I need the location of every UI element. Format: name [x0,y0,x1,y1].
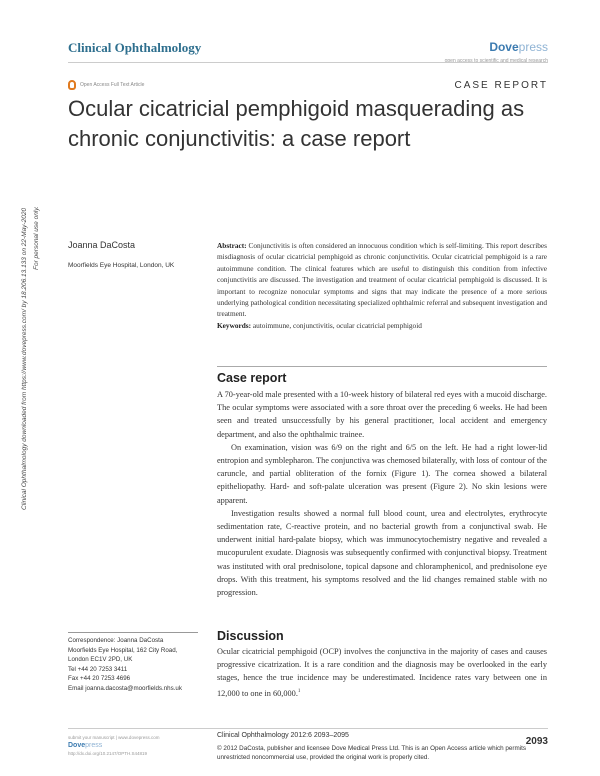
corr-line2: Moorfields Eye Hospital, 162 City Road, [68,646,178,654]
keywords-text: autoimmune, conjunctivitis, ocular cicatricial pemphigoid [251,320,422,330]
keywords-label: Keywords: [217,320,252,330]
corr-line3: London EC1V 2PD, UK [68,656,133,664]
journal-name: Clinical Ophthalmology [68,40,202,55]
side-download-note [10,160,44,510]
discussion-p1: Ocular cicatricial pemphigoid (OCP) involves the conjunctiva in the majority of cases and causes progressive cicatrization. It is a rare condition and the diagnosis may be overlooked in the early stages, hence the true incidence may be underestimated. Incidence rates vary between one in 12,000 to one in 60,000. [217,647,547,698]
footer-copyright: © 2012 DaCosta, publisher and licensee Dove Medical Press Ltd. This is an Open Access article which permits unrestricted noncommercial use, provided the original work is properly cited. [217,745,527,761]
case-report-body [217,388,547,599]
article-type: CASE REPORT [454,80,548,91]
corr-line5: Fax +44 20 7253 4696 [68,675,131,683]
footer-left [68,734,159,758]
abstract [217,240,547,331]
open-access-text: Open Access Full Text Article [80,82,145,88]
doi-link[interactable]: http://dx.doi.org/10.2147/OPTH.S44819 [68,751,148,756]
side-note-line1: Clinical Ophthalmology downloaded from https://www.dovepress.com/ by 18.206.13.133 on 22-May-2020 [21,207,28,510]
publisher-tagline: open access to scientific and medical research [444,58,548,64]
author-affiliation: Moorfields Eye Hospital, London, UK [68,262,175,269]
article-title: Ocular cicatricial pemphigoid masquerading as chronic conjunctivitis: a case report [68,96,525,151]
footer-dove-bold: Dove [68,742,86,749]
header-divider [68,62,548,63]
corr-email[interactable]: Email joanna.dacosta@moorfields.nhs.uk [68,684,182,692]
correspondence [68,636,208,694]
case-report-p2: On examination, vision was 6/9 on the right and 6/5 on the left. He had a right lower-lid entropion and symblepharon. The conjunctiva was chemosed bilaterally, with loss of contour of the caruncle, and partial obliteration of the fornix (Figure 1). The cornea showed a bilateral epitheliopathy. Hard- and soft-palate ulceration was present (Figure 2). No skin lesions were apparent. [217,442,547,505]
footer-citation: Clinical Ophthalmology 2012:6 2093–2095 [217,732,349,739]
abstract-label: Abstract: [217,241,247,250]
side-note-line2: For personal use only. [33,206,40,270]
open-access-icon [68,80,76,90]
case-report-p1: A 70-year-old male presented with a 10-week history of bilateral red eyes with a mucoid discharge. The ocular symptoms were associated with a sore throat over the preceding 6 weeks. He had been seen and treated unsuccessfully by his general practitioner, local accident and emergency department, and also the ophthalmic trainee. [217,390,547,439]
submit-link[interactable]: submit your manuscript | www.dovepress.com [68,735,160,740]
publisher-bold: Dove [489,40,519,54]
page-number: 2093 [525,736,548,747]
footer-dove-light: press [85,742,103,749]
footer-divider [68,728,548,729]
abstract-text: Conjunctivitis is often considered an innocuous condition which is self-limiting. This report describes misdiagnosis of ocular cicatricial pemphigoid as chronic conjunctivitis. Ocular cicatricial pemphigoid is a rare autoimmune condition. The clinical features which are useful to distinguish this condition from infective conjunctivitis are discussed. The investigation and treatment of ocular cicatricial pemphigoid is discussed. It is important to recognize nonocular symptoms and signs that may indicate the presence of a more serious underlying pathological condition necessitating specialized ophthalmic referral and subsequent investigation and treatment. [217,241,547,319]
corr-line4: Tel +44 20 7253 3411 [68,665,128,673]
footer-dove-logo [68,742,159,750]
reference-marker[interactable]: 1 [297,688,301,694]
case-report-p3: Investigation results showed a normal full blood count, urea and electrolytes, erythrocyte sedimentation rate, C-reactive protein, and no bacterial growth from a conjunctival swab. He underwent initial hard-palate biopsy, which was immunocytochemistry negative and revealed a mucopurulent exudate. Diagnosis was subsequently confirmed with conjunctival biopsy. Treatment was instituted with oral prednisolone, topical dapsone and chloramphenicol, and prednisolone eye drops. With this treatment, his symptoms resolved and the lid changes remained stable with no progression. [217,508,547,598]
correspondence-divider [68,632,198,633]
publisher-logo [489,40,548,54]
discussion-heading: Discussion [217,629,284,643]
case-report-heading: Case report [217,371,287,385]
corr-line1: Correspondence: Joanna DaCosta [68,637,164,644]
author-name: Joanna DaCosta [68,240,136,250]
open-access-label [68,80,144,90]
abstract-divider [217,366,547,367]
discussion-body [217,645,547,700]
publisher-light: press [518,40,548,54]
